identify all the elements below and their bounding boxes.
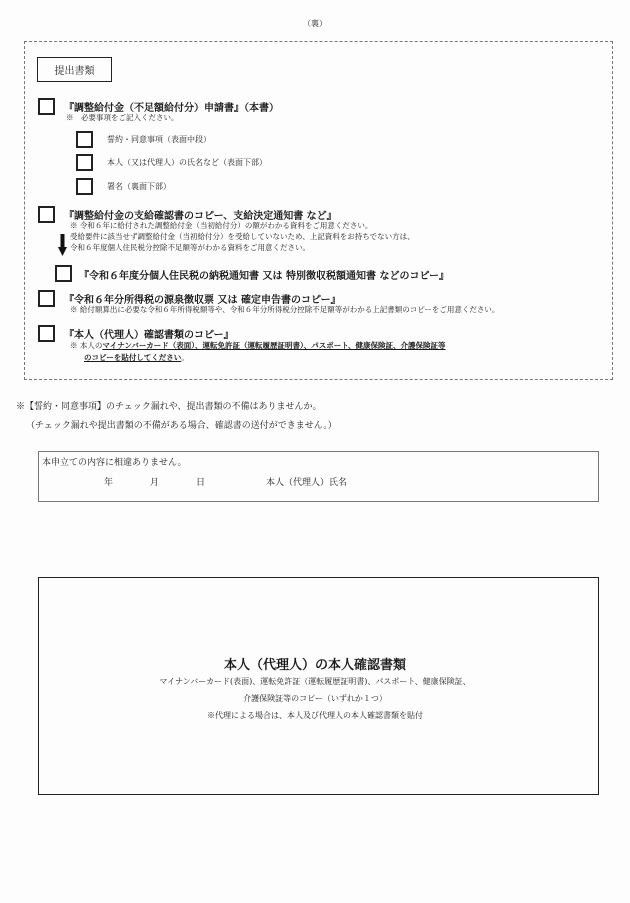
note-underlined: のコピーを貼付してください xyxy=(84,353,182,362)
id-attach-title: 本人（代理人）の本人確認書類 xyxy=(223,658,406,673)
item-note xyxy=(84,352,189,363)
checkbox-application-form[interactable] xyxy=(38,98,55,115)
item-note: ※ 令和６年に給付された調整給付金（当初給付分）の額がわかる資料をご用意ください。 xyxy=(70,221,373,230)
checkbox-resident-tax-notice[interactable] xyxy=(55,265,72,282)
item-title-resident-tax-notice: 『令和６年度分個人住民税の納税通知書 又は 特別徴収税額通知書 などのコピー』 xyxy=(79,271,450,282)
checkbox-signature[interactable] xyxy=(76,178,93,195)
page-side-label: （裏） xyxy=(303,19,327,28)
section-label-text: 提出書類 xyxy=(54,66,95,77)
id-attach-line: 介護保険証等のコピー（いずれか１つ） xyxy=(243,694,387,703)
name-label: 本人（代理人）氏名 xyxy=(266,478,348,488)
checkbox-payment-confirmation[interactable] xyxy=(38,206,55,223)
checkbox-pledge-consent[interactable] xyxy=(76,131,93,148)
year-label: 年 xyxy=(104,478,114,488)
month-label: 月 xyxy=(150,478,160,488)
subcheck-label: 署名（裏面下部） xyxy=(107,182,171,191)
item-note: 受給要件に該当せず調整給付金（当初給付分）を受給していないため、上記資料をお持ちでない方は、 xyxy=(70,232,415,241)
note-underlined: マイナンバーカード（表面）、運転免許証（運転履歴証明書）、パスポート、健康保険証、介護保険証等 xyxy=(102,341,446,350)
note-prefix: ※ 本人の xyxy=(70,341,103,350)
day-label: 日 xyxy=(196,478,206,488)
check-notice-detail: （チェック漏れや提出書類の不備がある場合、確認書の送付ができません。） xyxy=(26,421,337,431)
checkbox-id-copy[interactable] xyxy=(38,325,55,342)
item-title-withholding-slip: 『令和６年分所得税の源泉徴収票 又は 確定申告書のコピー』 xyxy=(64,295,341,306)
id-attach-line: マイナンバーカード(表面)、運転免許証（運転履歴証明書)、パスポート、健康保険証、 xyxy=(159,677,471,686)
item-title-application-form: 『調整給付金（不足額給付分）申請書』（本書） xyxy=(64,103,279,114)
item-note: ※ 必要事項をご記入ください。 xyxy=(66,113,179,122)
checkbox-name-fields[interactable] xyxy=(76,154,93,171)
note-suffix: 。 xyxy=(181,353,189,362)
checkbox-withholding-slip[interactable] xyxy=(38,290,55,307)
item-note: ※ 給付額算出に必要な令和６年所得税額等や、令和６年分所得税分控除不足額等がわかる上記書類のコピーをご用意ください。 xyxy=(70,305,500,314)
subcheck-label: 本人（又は代理人）の氏名など（表面下部） xyxy=(107,158,267,167)
item-note xyxy=(70,340,446,351)
item-title-payment-confirmation: 『調整給付金の支給確認書のコピー、支給決定通知書 など』 xyxy=(64,211,337,222)
declaration-text: 本申立ての内容に相違ありません。 xyxy=(42,458,187,468)
item-note: 令和６年度個人住民税分控除不足額等がわかる資料をご用意ください。 xyxy=(70,243,310,252)
id-attach-line: ※代理による場合は、本人及び代理人の本人確認書類を貼付 xyxy=(207,711,423,720)
subcheck-label: 誓約・同意事項（表面中段） xyxy=(107,135,211,144)
section-label xyxy=(37,57,112,82)
check-notice: ※【誓約・同意事項】のチェック漏れや、提出書類の不備はありませんか。 xyxy=(16,402,322,412)
down-arrow-icon xyxy=(58,234,67,256)
item-title-id-copy: 『本人（代理人）確認書類のコピー』 xyxy=(64,330,234,341)
